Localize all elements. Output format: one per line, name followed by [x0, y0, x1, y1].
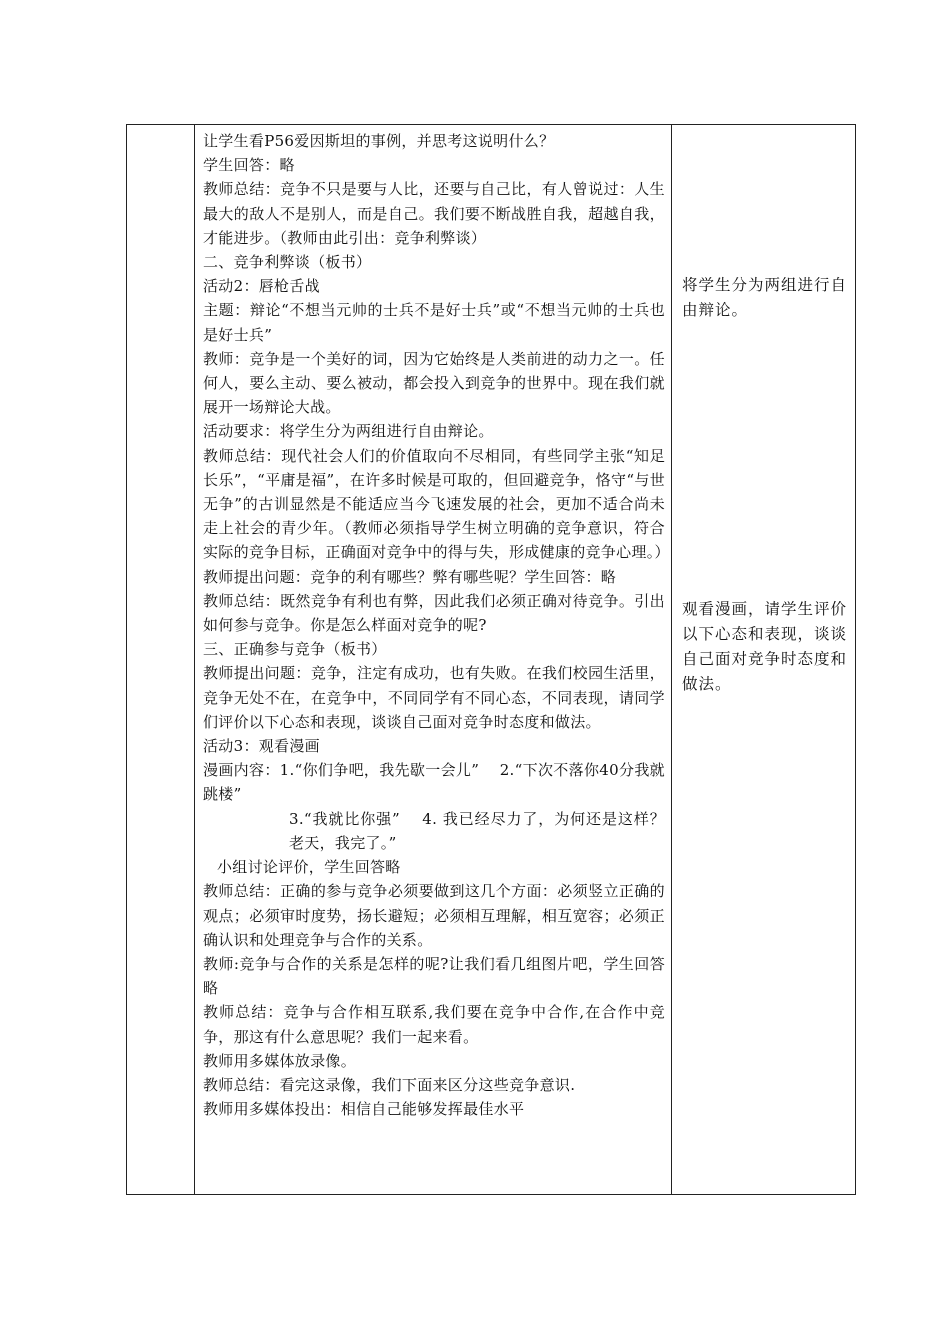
paragraph: 教师:竞争与合作的关系是怎样的呢?让我们看几组图片吧，学生回答略: [203, 954, 665, 998]
paragraph: 教师提出问题：竞争，注定有成功，也有失败。在我们校园生活里，竞争无处不在，在竞争中，不同同学有不同心态，不同表现，请同学们评价以下心态和表现，谈谈自己面对竞争时态度和做法。: [203, 664, 665, 731]
paragraph: 教师用多媒体投出：相信自己能够发挥最佳水平: [203, 1100, 525, 1119]
paragraph: 3.“我就比你强” 4. 我已经尽力了，为何还是这样？老天，我完了。”: [289, 809, 665, 852]
paragraph: 活动要求：将学生分为两组进行自由辩论。: [203, 422, 494, 441]
paragraph: 主题：辩论“不想当元帅的士兵不是好士兵”或“不想当元帅的士兵也是好士兵”: [203, 301, 665, 344]
paragraph: 教师总结：看完这录像，我们下面来区分这些竞争意识.: [203, 1075, 576, 1094]
paragraph: 漫画内容：1.“你们争吧，我先歇一会儿” 2.“下次不落你40分我就跳楼”: [203, 761, 665, 804]
activity-title: 活动2：唇枪舌战: [203, 277, 320, 296]
paragraph: 小组讨论评价，学生回答略: [217, 858, 401, 877]
paragraph: 学生回答：略: [203, 156, 295, 175]
paragraph: 教师：竞争是一个美好的词，因为它始终是人类前进的动力之一。任何人，要么主动、要么被动，都会投入到竞争的世界中。现在我们就展开一场辩论大战。: [203, 349, 665, 417]
paragraph: 让学生看P56爱因斯坦的事例，并思考这说明什么？: [203, 132, 555, 150]
lesson-plan-table: [126, 124, 856, 1195]
section-heading: 三、正确参与竞争（板书）: [203, 640, 387, 659]
paragraph: 教师总结：既然竞争有利也有弊，因此我们必须正确对待竞争。引出如何参与竞争。你是怎么样面对竞争的呢?: [203, 591, 665, 635]
paragraph: 教师提出问题：竞争的利有哪些？弊有哪些呢？学生回答：略: [203, 567, 617, 586]
paragraph: 教师总结：现代社会人们的价值取向不尽相同，有些同学主张“知足长乐”，“平庸是福”，在许多时候是可取的，但回避竞争，恪守“与世无争”的古训显然是不能适应当今飞速发展的社会，更加不适合尚未走上社会的青少年。（教师必须指导学生树立明确的竞争意识，符合实际的竞争目标，正确面对竞争中的得与失，形成健康的竞争心理。）: [203, 446, 670, 562]
side-note: 将学生分为两组进行自由辩论。: [682, 276, 848, 319]
paragraph: 教师总结：正确的参与竞争必须要做到这几个方面：必须竖立正确的观点；必须审时度势，扬长避短；必须相互理解，相互宽容；必须正确认识和处理竞争与合作的关系。: [203, 882, 665, 949]
paragraph: 教师用多媒体放录像。: [203, 1051, 357, 1070]
left-column: [127, 125, 195, 1194]
paragraph: 教师总结：竞争不只是要与人比，还要与自己比，有人曾说过：人生最大的敌人不是别人，而是自己。我们要不断战胜自我，超越自我，才能进步。（教师由此引出：竞争利弊谈）: [203, 180, 665, 247]
activity-title: 活动3：观看漫画: [203, 737, 320, 756]
paragraph: 教师总结：竞争与合作相互联系,我们要在竞争中合作,在合作中竞争，那这有什么意思呢？我们一起来看。: [203, 1003, 665, 1046]
notes-column: [672, 125, 855, 1194]
main-content-column: [195, 125, 672, 1194]
side-note: 观看漫画，请学生评价以下心态和表现，谈谈自己面对竞争时态度和做法。: [682, 600, 848, 693]
section-heading: 二、竞争利弊谈（板书）: [203, 253, 372, 272]
